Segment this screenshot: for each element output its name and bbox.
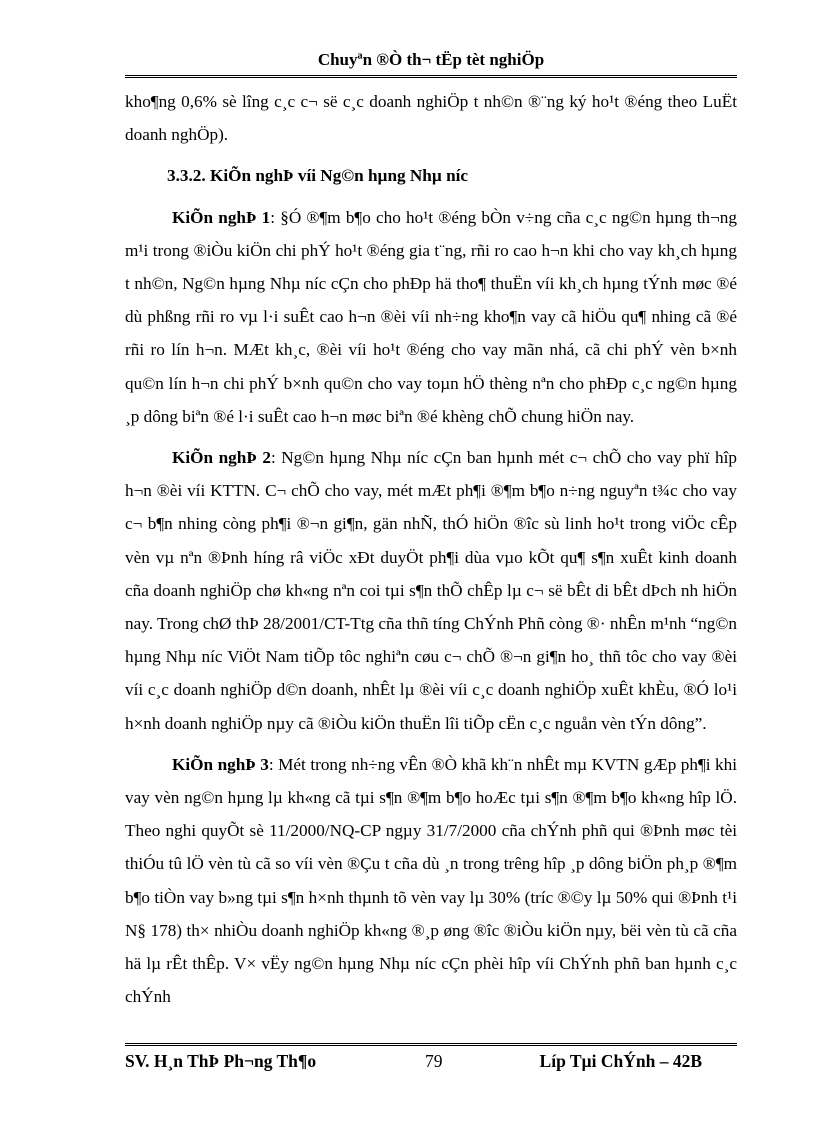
recommendation-2-text: : Ng©n hµng Nhµ níc cÇn ban hµnh mét c¬ chÕ cho vay phï hîp h¬n ®èi víi KTTN. C¬ chÕ cho vay, mét mÆt ph¶i ®¶m b¶o n÷ng nguyªn t¾c cho vay c¬ b¶n nhing còng ph¶i ®¬n gi¶n, gän nhÑ, thÓ hiÖn ®îc sù linh ho¹t trong viÖc cÊp vèn vµ nªn ®Þnh híng râ viÖc xÐt duyÖt ph¶i dùa vµo kÕt qu¶ s¶n xuÊt kinh doanh cña doanh nghiÖp chø kh«ng nªn coi tµi s¶n thÕ chÊp lµ c¬ së bÊt di bÊt dÞch nh hiÖn nay. Trong chØ thÞ 28/2001/CT-Ttg cña thñ tíng ChÝnh Phñ còng ®· nhÊn m¹nh “ng©n hµng Nhµ níc ViÖt Nam tiÕp tôc nghiªn cøu c¬ chÕ ®¬n gi¶n ho¸ thñ tôc cho vay ®èi víi c¸c doanh nghiÖp d©n doanh, nhÊt lµ ®èi víi c¸c doanh nghiÖp xuÊt khÈu, ®Ó lo¹i h×nh doanh nghiÖp nµy cã ®iÒu kiÖn thuËn lîi tiÕp cËn c¸c nguån vèn tÝn dông”. <box>125 448 737 733</box>
footer-author: SV. H¸n ThÞ Ph¬ng Th¶o <box>125 1051 317 1071</box>
recommendation-3-text: : Mét trong nh÷ng vÊn ®Ò khã kh¨n nhÊt mµ KVTN gÆp ph¶i khi vay vèn ng©n hµng lµ kh«ng cã tµi s¶n ®¶m b¶o hoÆc tµi s¶n ®¶m b¶o kh«ng hîp lÖ. Theo nghi quyÕt sè 11/2000/NQ-CP ngµy 31/7/2000 cña chÝnh phñ qui ®Þnh møc tèi thiÓu tû lÖ vèn tù cã so víi vèn ®Çu t cña dù ¸n trong trêng hîp ¸p dông biÖn ph¸p ®¶m b¶o tiÒn vay b»ng tµi s¶n h×nh thµnh tõ vèn vay lµ 30% (tríc ®©y lµ 50% qui ®Þnh t¹i N§ 178) th× nhiÒu doanh nghiÖp kh«ng ®¸p øng ®îc ®iÒu kiÖn nµy, bëi vèn tù cã cña hä lµ rÊt thÊp. V× vËy ng©n hµng Nhµ níc cÇn phèi hîp víi ChÝnh phñ ban hµnh c¸c chÝnh <box>125 754 737 1007</box>
section-heading: 3.3.2. KiÕn nghÞ víi Ng©n hµng Nhµ níc <box>167 166 469 186</box>
page-body <box>125 85 737 1013</box>
footer-rule <box>125 1043 737 1044</box>
recommendation-2-label: KiÕn nghÞ 2 <box>172 448 271 468</box>
paragraph-recommendation-1 <box>125 201 737 433</box>
page-footer <box>125 1046 737 1076</box>
paragraph-recommendation-3 <box>125 748 737 1014</box>
header-rule <box>125 75 737 76</box>
page-number: 79 <box>425 1051 443 1071</box>
paragraph-continuation: kho¶ng 0,6% sè lîng c¸c c¬ së c¸c doanh nghiÖp t nh©n ®¨ng ký ho¹t ®éng theo LuËt doanh nghÖp). <box>125 92 737 145</box>
recommendation-1-label: KiÕn nghÞ 1 <box>172 207 271 227</box>
header-rule-double <box>125 77 737 78</box>
recommendation-3-label: KiÕn nghÞ 3 <box>172 754 269 774</box>
paragraph-recommendation-2 <box>125 441 737 740</box>
page-header: Chuyªn ®Ò th¬ tËp tèt nghiÖp <box>317 50 545 69</box>
recommendation-1-text: : §Ó ®¶m b¶o cho ho¹t ®éng bÒn v÷ng cña c¸c ng©n hµng th¬ng m¹i trong ®iÒu kiÖn chi phÝ ho¹t ®éng gia t¨ng, rñi ro cao h¬n khi cho vay kh¸ch hµng t nh©n, Ng©n hµng Nhµ níc cÇn cho phÐp hä tho¶ thuËn víi kh¸ch hµng tÝnh møc ®é dù phßng rñi ro vµ l·i suÊt cao h¬n ®èi víi nh÷ng kho¶n vay cã hiÖu qu¶ nhing cã ®é rñi ro lín h¬n. MÆt kh¸c, ®èi víi ho¹t ®éng cho vay mãn nhá, cã chi phÝ vèn b×nh qu©n lín h¬n chi phÝ b×nh qu©n cho vay toµn hÖ thèng nªn cho phÐp c¸c ng©n hµng ¸p dông biªn ®é l·i suÊt cao h¬n møc biªn ®é khèng chÕ chung hiÖn nay. <box>125 207 737 426</box>
footer-class: Líp Tµi ChÝnh – 42B <box>539 1051 702 1071</box>
